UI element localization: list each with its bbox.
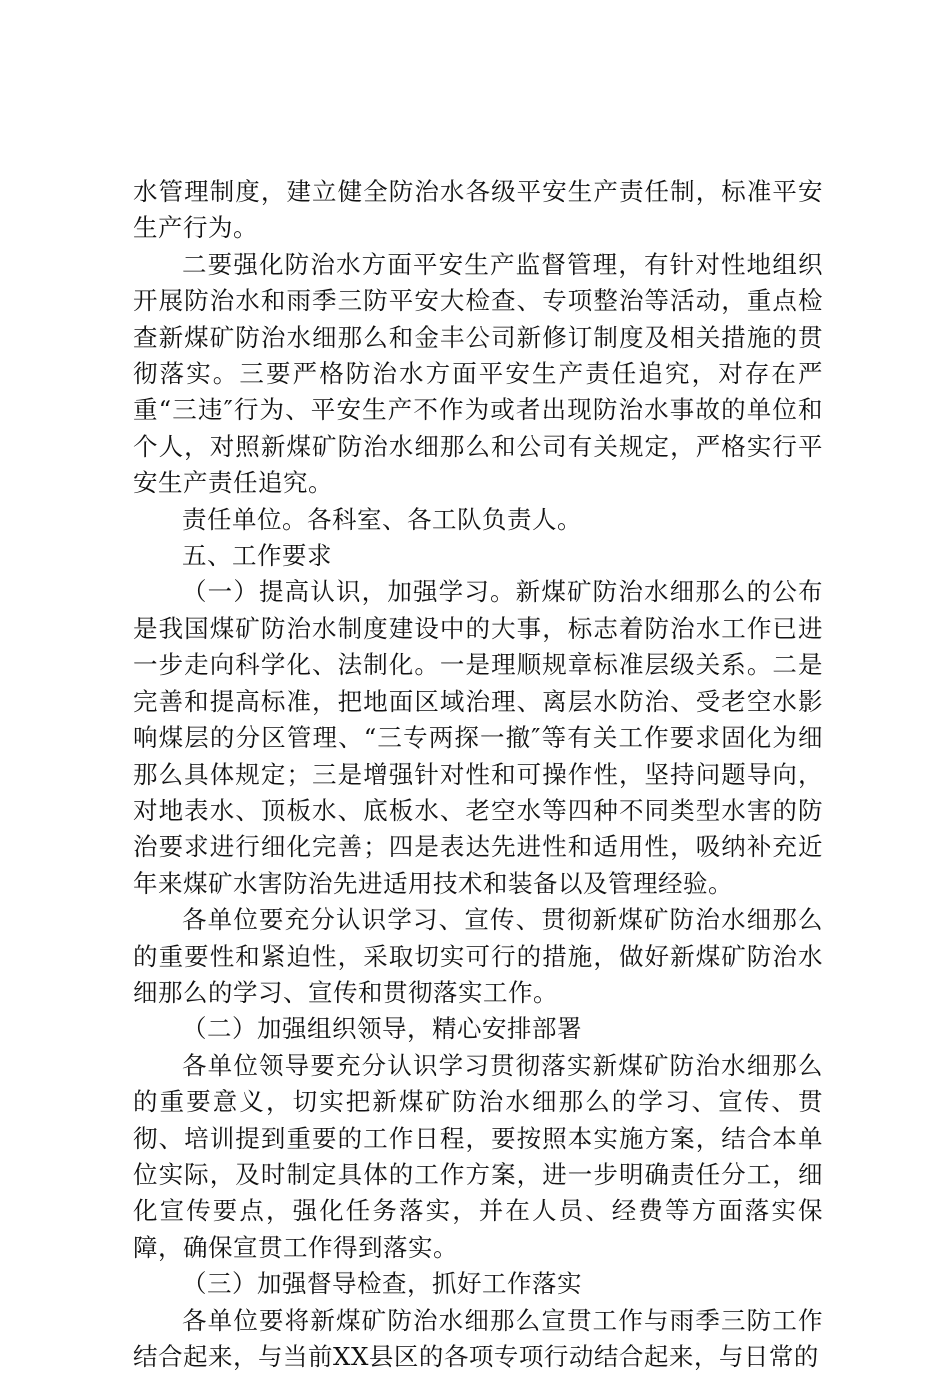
paragraph-units-study: 各单位要充分认识学习、宣传、贯彻新煤矿防治水细那么的重要性和紧迫性，采取切实可行的措施，做好新煤矿防治水细那么的学习、宣传和贯彻落实工作。 <box>133 905 823 1007</box>
paragraph-leadership: 各单位领导要充分认识学习贯彻落实新煤矿防治水细那么的重要意义，切实把新煤矿防治水细那么的学习、宣传、贯彻、培训提到重要的工作日程，要按照本实施方案，结合本单位实际，及时制定具体的工作方案，进一步明确责任分工，细化宣传要点，强化任务落实，并在人员、经费等方面落实保障，确保宣贯工作得到落实。 <box>133 1050 823 1262</box>
paragraph-continuation: 水管理制度，建立健全防治水各级平安生产责任制，标准平安生产行为。 <box>133 177 823 243</box>
document-body <box>133 174 823 1375</box>
section-heading-work-requirements: 五、工作要求 <box>182 541 332 571</box>
paragraph-supervision: 二要强化防治水方面平安生产监督管理，有针对性地组织开展防治水和雨季三防平安大检查、专项整治等活动，重点检查新煤矿防治水细那么和金丰公司新修订制度及相关措施的贯彻落实。三要严格防治水方面平安生产责任追究，对存在严重“三违″行为、平安生产不作为或者出现防治水事故的单位和个人，对照新煤矿防治水细那么和公司有关规定，严格实行平安生产责任追究。 <box>133 249 823 498</box>
subheading-organization-leadership: （二）加强组织领导，精心安排部署 <box>182 1014 582 1044</box>
paragraph-integration: 各单位要将新煤矿防治水细那么宣贯工作与雨季三防工作结合起来，与当前XX县区的各项专项行动结合起来，与日常的 <box>133 1305 823 1371</box>
paragraph-raise-awareness: （一）提高认识，加强学习。新煤矿防治水细那么的公布是我国煤矿防治水制度建设中的大事，标志着防治水工作已进一步走向科学化、法制化。一是理顺规章标准层级关系。二是完善和提高标准，把地面区域治理、离层水防治、受老空水影响煤层的分区管理、“三专两探一撤″等有关工作要求固化为细那么具体规定；三是增强针对性和可操作性，坚持问题导向，对地表水、顶板水、底板水、老空水等四种不同类型水害的防治要求进行细化完善；四是表达先进性和适用性，吸纳补充近年来煤矿水害防治先进适用技术和装备以及管理经验。 <box>133 577 823 898</box>
paragraph-responsible-units: 责任单位。各科室、各工队负责人。 <box>182 504 582 534</box>
subheading-supervision-inspection: （三）加强督导检查，抓好工作落实 <box>182 1269 582 1299</box>
